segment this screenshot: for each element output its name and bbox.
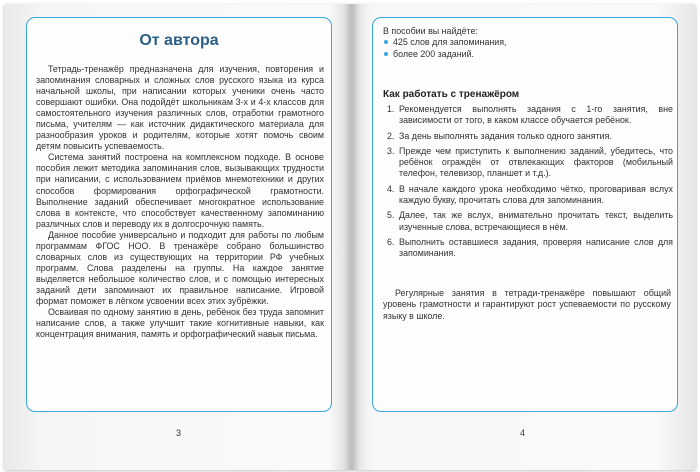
paragraph: Осваивая по одному занятию в день, ребёнок без труда запомнит написание слов, а также улучшит такие когнитивные навыки, как концентрация внимания, память и орфографический навык письма.	[36, 307, 324, 340]
step-number: 5.	[387, 210, 395, 221]
page-number-left: 3	[176, 428, 182, 438]
step-number: 6.	[387, 236, 395, 247]
book-spine	[344, 4, 360, 470]
step-text: Прежде чем приступить к выполнению заданий, убедитесь, что ребёнок ограждён от отвлекающих факторов (мобильный телефон, телевизор, планшет и т.д.).	[399, 145, 673, 179]
intro-line: В пособии вы найдёте:	[383, 26, 478, 36]
bullet-icon	[384, 52, 388, 56]
step-number: 4.	[387, 183, 395, 194]
step-number: 2.	[387, 130, 395, 141]
step-item	[383, 104, 673, 127]
author-text	[36, 64, 324, 340]
step-text: За день выполнять задания только одного занятия.	[399, 130, 612, 141]
step-text: В начале каждого урока необходимо чётко, проговаривая вслух каждую букву, прочитать слова для запоминания.	[399, 183, 673, 206]
page-title: От автора	[139, 32, 219, 49]
step-number: 3.	[387, 145, 395, 156]
step-item	[383, 131, 673, 142]
step-text: Рекомендуется выполнять задания с 1-го занятия, вне зависимости от того, в каком классе обучается ребёнок.	[399, 104, 673, 126]
list-item-text: 425 слов для запоминания,	[393, 37, 507, 48]
paragraph: Тетрадь-тренажёр предназначена для изучения, повторения и запоминания словарных и сложных слов русского языка из курса начальной школы, при написании которых ученики очень часто совершают ошибки. Она подойдёт школьникам 3-х и 4-х классов для самостоятельного изучения различных слов, отработки грамотного письма, учителям — как источник дидактического материала для разнообразия уроков и родителям, которые хотят помочь своим детям повысить успеваемость.	[36, 64, 324, 152]
closing-paragraph: Регулярные занятия в тетради-тренажёре повышают общий уровень грамотности и гарантируют рост успеваемости по русскому языку в школе.	[383, 288, 671, 321]
bullet-icon	[384, 40, 388, 44]
step-item	[383, 237, 673, 260]
open-book	[4, 4, 696, 470]
paragraph: Данное пособие универсально и подходит для работы по любым программам ФГОС НОО. В тренажёре собрано большинство словарных слов из существующих на территории РФ учебных программ. Слова разделены на группы. На каждое занятие выделяется небольшое количество слов, и с помощью интересных заданий дети запоминают их правильное написание. Игровой формат поможет в лёгком усвоении всех этих зубрёжки.	[36, 229, 324, 306]
list-item-text: более 200 заданий.	[393, 48, 475, 59]
left-page-frame	[26, 17, 332, 412]
contents-intro	[383, 26, 671, 60]
steps-list	[383, 104, 673, 264]
step-item	[383, 184, 673, 207]
howto-heading: Как работать с тренажёром	[383, 89, 520, 100]
list-item	[383, 37, 671, 48]
step-item	[383, 210, 673, 233]
step-text: Далее, так же вслух, внимательно прочитать текст, выделить изученные слова, встречающиеся в нём.	[399, 210, 673, 232]
right-page-frame	[372, 17, 678, 412]
step-item	[383, 146, 673, 180]
contents-list	[383, 37, 671, 60]
paragraph: Система занятий построена на комплексном подходе. В основе пособия лежит методика запоминания слов, вызывающих трудности при написании, с использованием приёмов мнемотехники и других способов формирования орфографической грамотности. Выполнение заданий обеспечивает многократное использование слова в контексте, что способствует качественному запоминанию различных слов и переводу их в долгосрочную память.	[36, 152, 324, 229]
step-text: Выполнить оставшиеся задания, проверяя написание слов для запоминания.	[399, 236, 673, 259]
step-number: 1.	[387, 104, 395, 114]
list-item	[383, 49, 671, 60]
page-number-right: 4	[520, 428, 526, 438]
